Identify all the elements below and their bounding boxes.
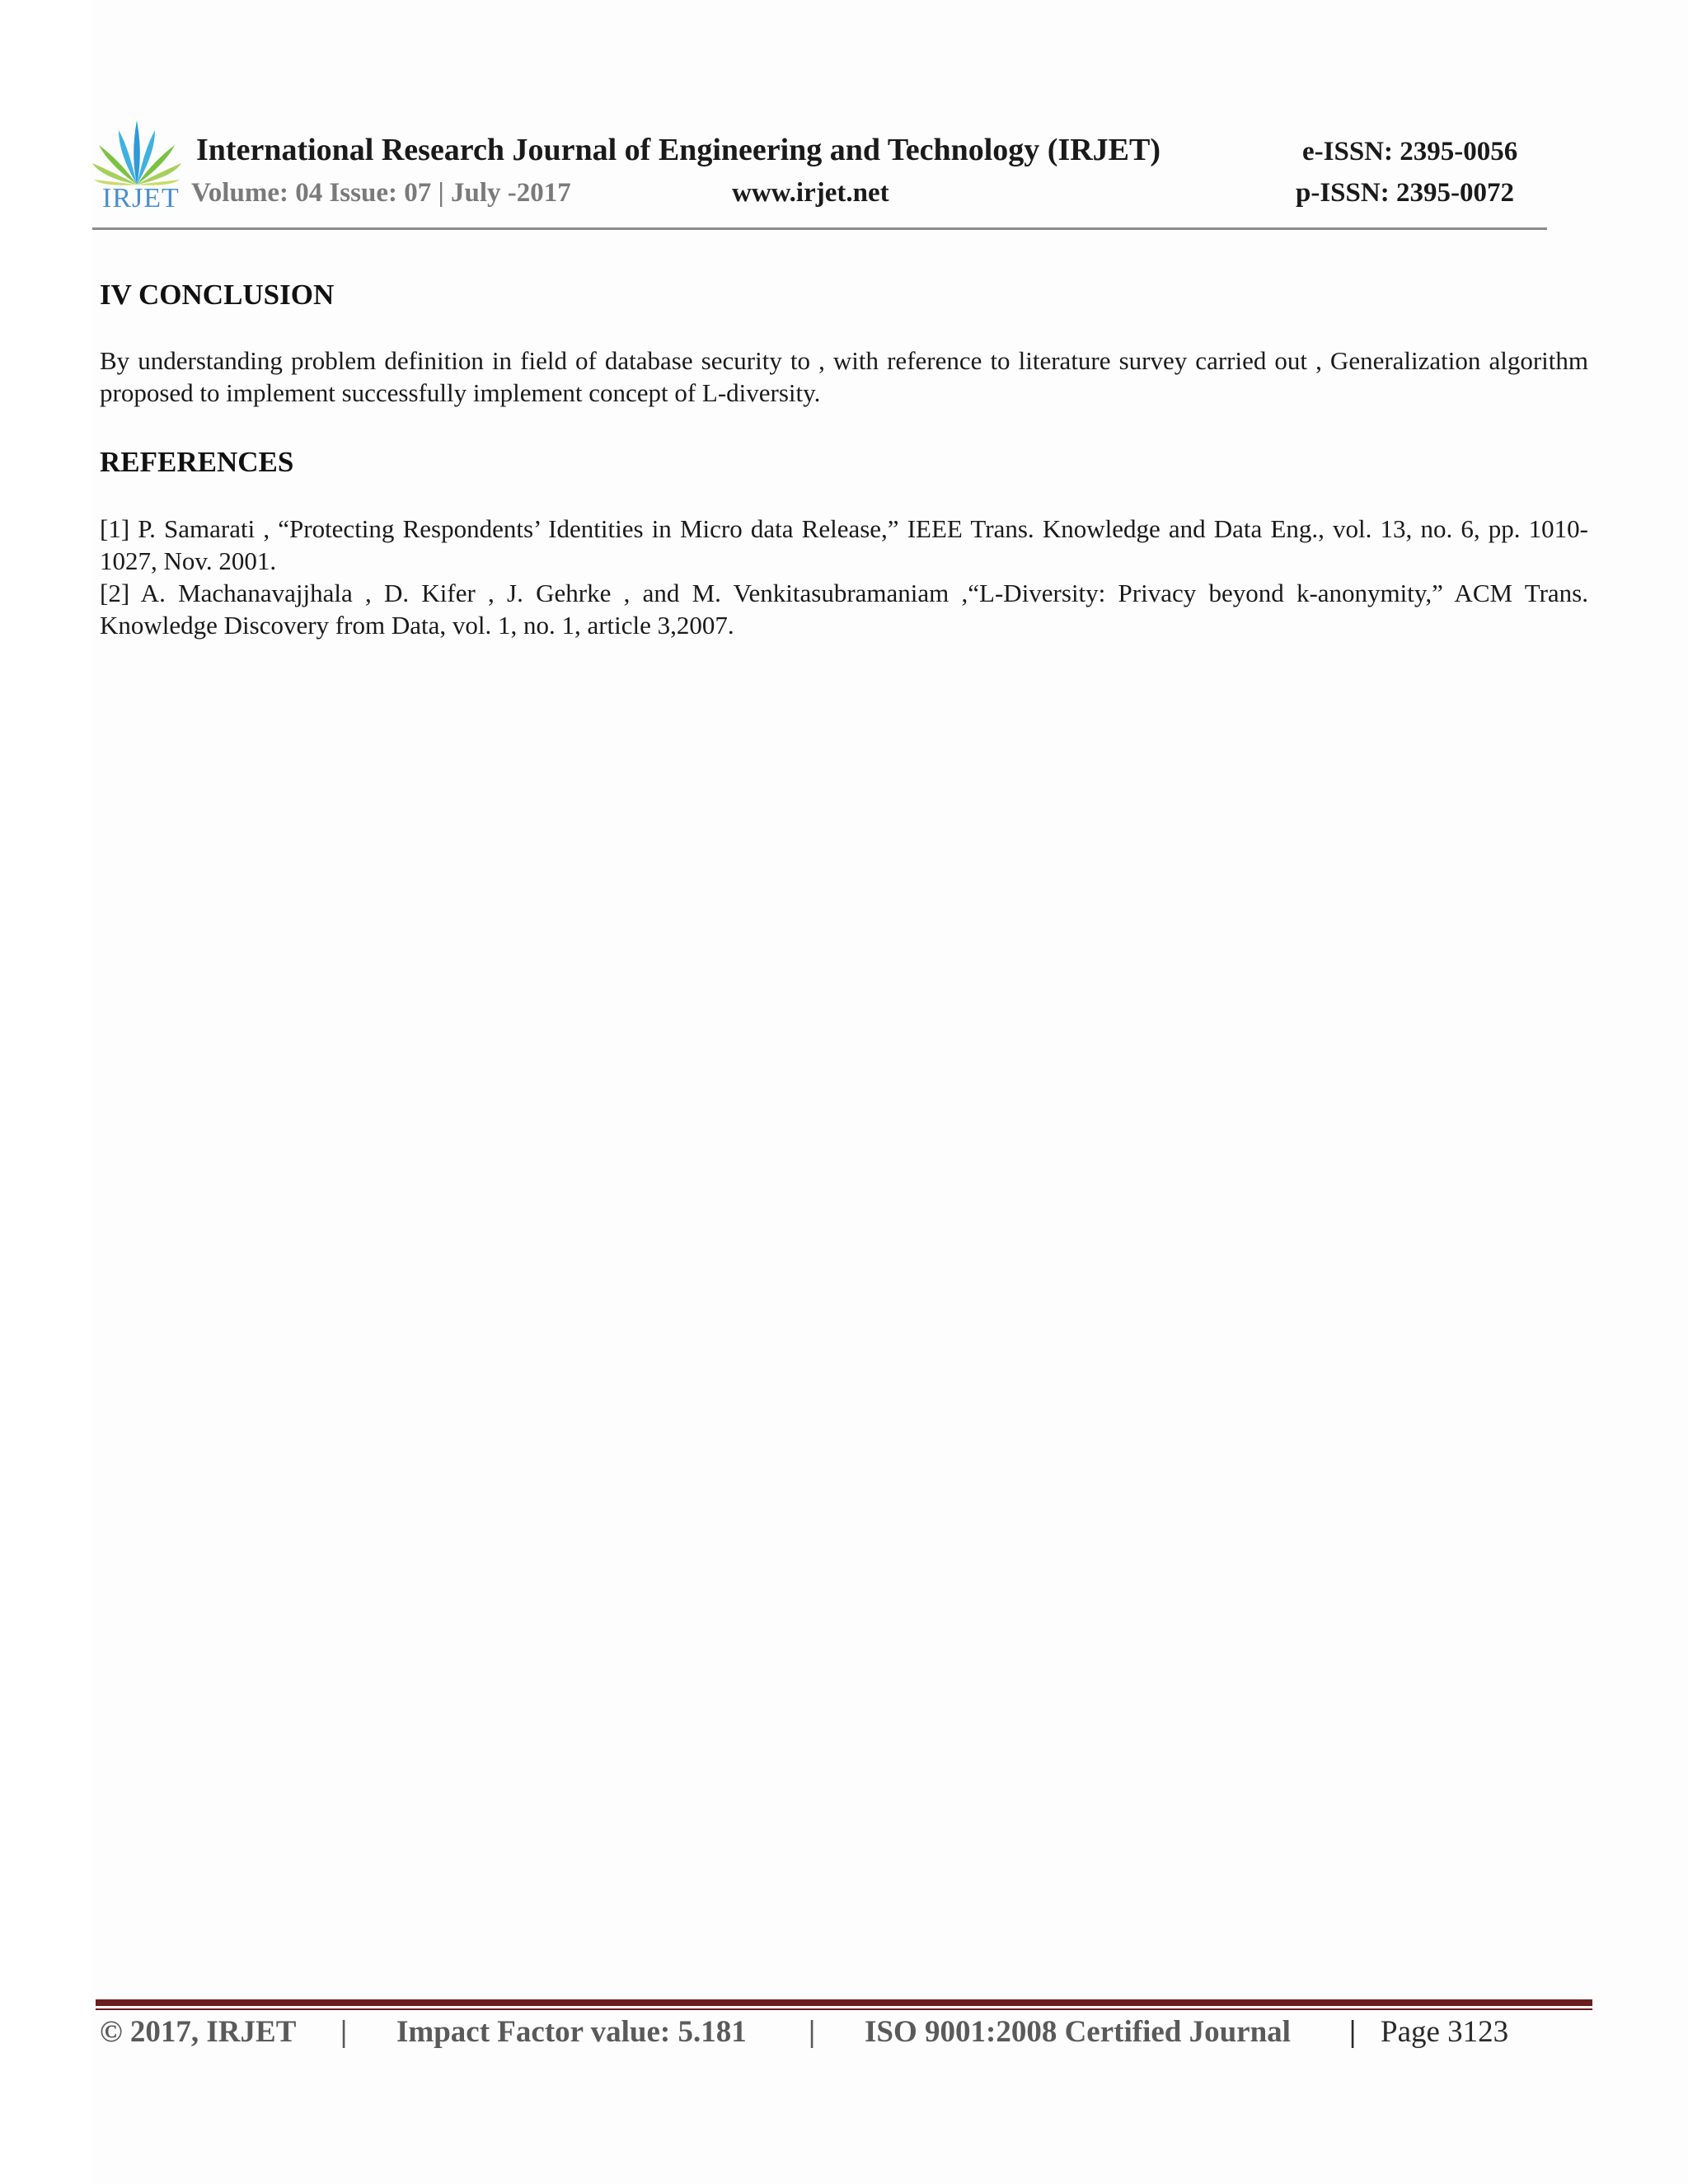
footer-separator: | bbox=[1349, 2015, 1357, 2049]
reference-item: [2] A. Machanavajjhala , D. Kifer , J. Gehrke , and M. Venkitasubramaniam ,“L-Diversity: Privacy beyond k-anonymity,” ACM Trans. Knowledge Discovery from Data, vol. 1, no. 1, article 3,2007. bbox=[100, 579, 1588, 640]
page-margin bbox=[0, 0, 91, 2184]
footer-divider bbox=[96, 1999, 1592, 2006]
conclusion-heading: IV CONCLUSION bbox=[100, 279, 335, 311]
footer-impact-factor: Impact Factor value: 5.181 bbox=[396, 2015, 747, 2049]
journal-title: International Research Journal of Engineering and Technology (IRJET) bbox=[196, 133, 1161, 167]
reference-item: [1] P. Samarati , “Protecting Respondents’ Identities in Micro data Release,” IEEE Trans. Knowledge and Data Eng., vol. 13, no. 6, pp. 1010-1027, Nov. 2001. bbox=[100, 514, 1588, 575]
references-list bbox=[100, 513, 1588, 641]
footer-copyright: © 2017, IRJET bbox=[100, 2015, 297, 2049]
footer-page-number: Page 3123 bbox=[1381, 2015, 1509, 2049]
conclusion-paragraph: By understanding problem definition in field of database security to , with reference to literature survey carried out , Generalization algorithm proposed to implement successfully implement concept of L-diversity. bbox=[100, 346, 1588, 407]
volume-issue: Volume: 04 Issue: 07 | July -2017 bbox=[191, 178, 571, 208]
eissn: e-ISSN: 2395-0056 bbox=[1302, 137, 1518, 166]
references-heading: REFERENCES bbox=[100, 446, 294, 478]
pissn: p-ISSN: 2395-0072 bbox=[1296, 178, 1514, 208]
journal-website: www.irjet.net bbox=[732, 178, 889, 208]
logo-wordmark: IRJET bbox=[102, 183, 180, 213]
footer-separator: | bbox=[809, 2015, 816, 2049]
footer-divider-thin bbox=[96, 2008, 1592, 2010]
header-divider bbox=[92, 227, 1547, 230]
footer-separator: | bbox=[340, 2015, 348, 2049]
footer-iso: ISO 9001:2008 Certified Journal bbox=[865, 2015, 1291, 2049]
